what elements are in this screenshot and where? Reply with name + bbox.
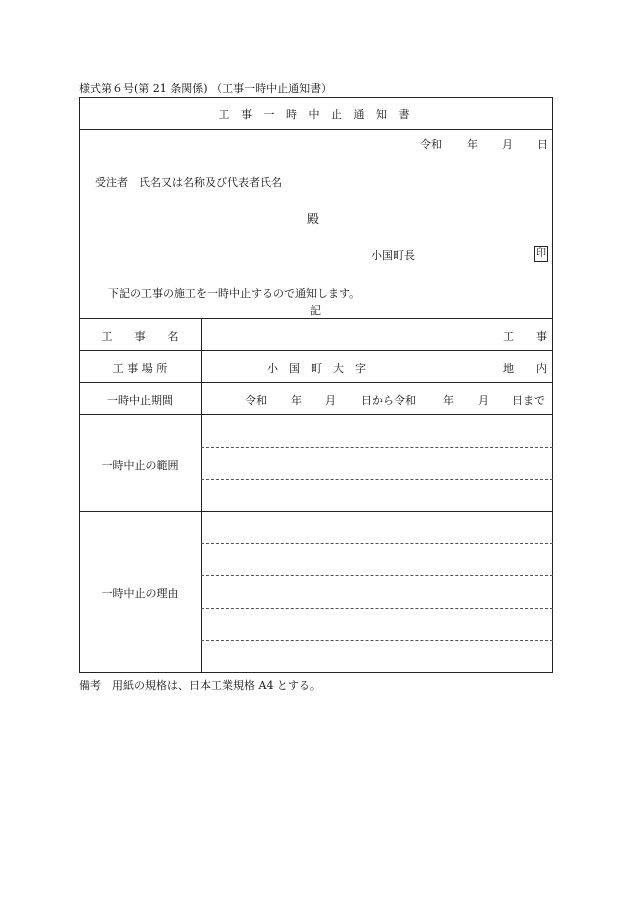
period-month1: 月	[325, 394, 336, 407]
reason-entry-line	[201, 543, 553, 544]
form-number-caption: 様式第６号(第 21 条関係) （工事一時中止通知書）	[79, 82, 333, 95]
reason-entry-line	[201, 640, 553, 641]
date-year-label: 年	[467, 138, 478, 151]
footnote: 備考 用紙の規格は、日本工業規格 A4 とする。	[79, 679, 321, 692]
work-name-label: 工 事 名	[101, 330, 179, 343]
period-from: 日から令和	[361, 394, 416, 407]
reason-entry-line	[201, 575, 553, 576]
column-divider	[201, 318, 202, 673]
period-until: 日まで	[512, 394, 545, 407]
title-divider	[79, 129, 553, 130]
row-divider	[79, 511, 553, 512]
date-day-label: 日	[537, 138, 548, 151]
period-start-era: 令和	[245, 394, 267, 407]
work-name-suffix: 工 事	[503, 330, 547, 343]
work-location-suffix: 地 内	[503, 362, 547, 375]
scope-entry-line	[201, 447, 553, 448]
row-divider	[79, 350, 553, 351]
honorific-dono: 殿	[307, 212, 320, 226]
work-location-label: 工 事 場 所	[112, 362, 168, 375]
recipient-label: 受注者 氏名又は名称及び代表者氏名	[95, 176, 282, 189]
seal-mark: 印	[534, 246, 548, 262]
row-divider	[79, 382, 553, 383]
scope-label: 一時中止の範囲	[101, 459, 179, 472]
suspension-period-label: 一時中止期間	[107, 394, 173, 407]
form-title: 工 事 一 時 中 止 通 知 書	[218, 108, 414, 121]
reason-label: 一時中止の理由	[101, 587, 179, 600]
reason-entry-line	[201, 608, 553, 609]
period-year2: 年	[443, 394, 454, 407]
period-month2: 月	[478, 394, 489, 407]
issuer-name: 小国町長	[371, 249, 415, 262]
row-divider	[79, 414, 553, 415]
table-top-line	[79, 318, 553, 319]
period-year1: 年	[291, 394, 302, 407]
date-era: 令和	[420, 138, 442, 151]
work-location-prefix: 小 国 町 大 字	[267, 362, 366, 375]
date-month-label: 月	[502, 138, 513, 151]
notice-text: 下記の工事の施工を一時中止するので通知します。	[108, 287, 361, 300]
ki-heading: 記	[310, 304, 321, 317]
scope-entry-line	[201, 479, 553, 480]
